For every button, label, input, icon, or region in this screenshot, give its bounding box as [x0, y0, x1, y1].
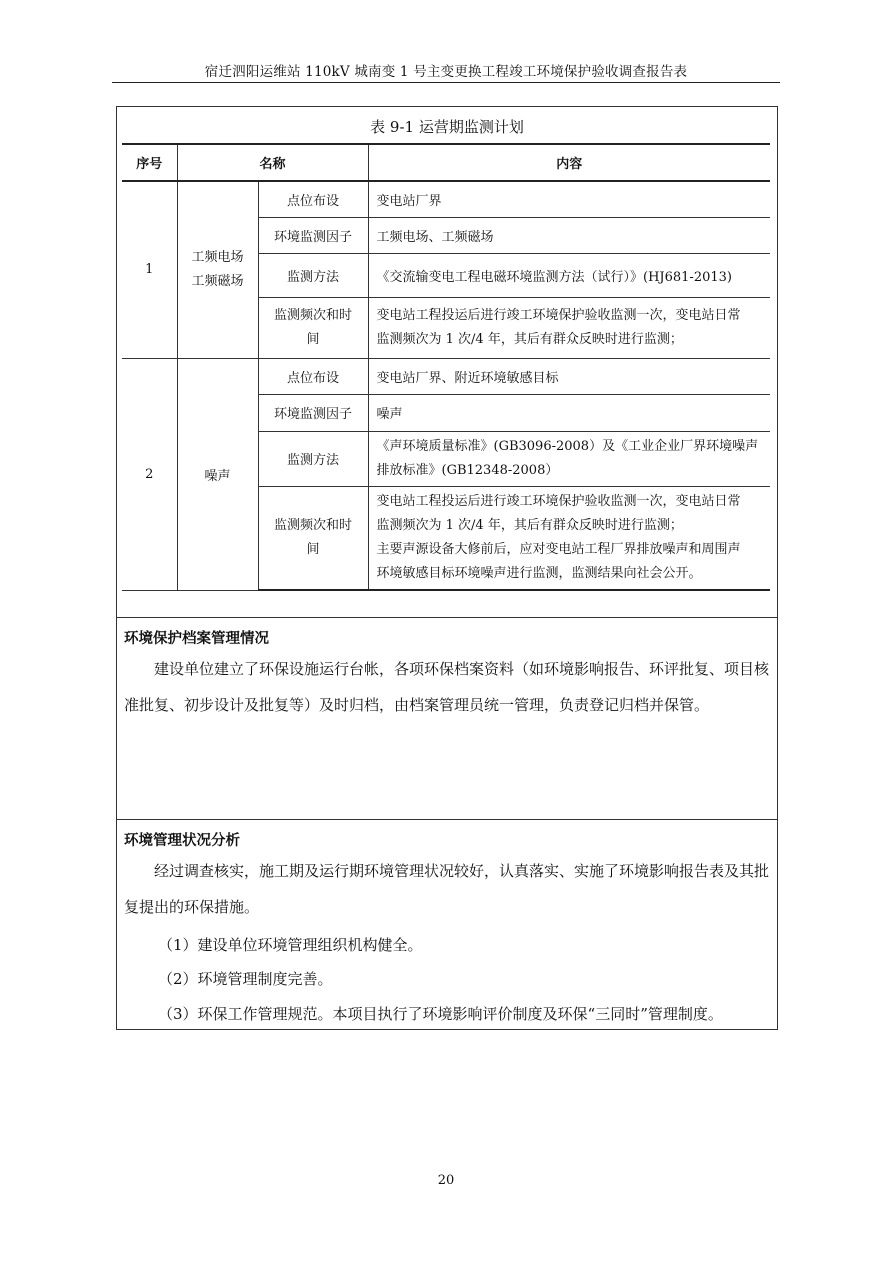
row-content: 变电站厂界、附近环境敏感目标	[368, 358, 770, 394]
row-content-line: 监测频次为 1 次/4 年，其后有群众反映时进行监测；	[376, 517, 683, 533]
page-header: 宿迁泗阳运维站 110kV 城南变 1 号主变更换工程竣工环境保护验收调查报告表	[204, 64, 688, 80]
header-content: 内容	[368, 144, 770, 181]
row-item: 点位布设	[258, 358, 368, 394]
management-paragraph: 经过调查核实，施工期及运行期环境管理状况较好，认真落实、实施了环境影响报告表及其批复提出的环保措施。	[124, 862, 770, 916]
row-item: 监测方法	[258, 431, 368, 486]
row-content	[368, 486, 770, 590]
management-item: （1）建设单位环境管理组织机构健全。	[158, 936, 423, 954]
row-item-line: 监测频次和时	[273, 307, 352, 323]
header-seq: 序号	[122, 144, 177, 181]
archive-section-title: 环境保护档案管理情况	[124, 631, 269, 647]
management-item: （2）环境管理制度完善。	[158, 970, 333, 988]
row-content-line: 环境敏感目标环境噪声进行监测，监测结果向社会公开。	[376, 565, 702, 581]
management-section-title: 环境管理状况分析	[124, 833, 240, 849]
group-seq: 2	[122, 358, 177, 590]
row-content-line: 排放标准》(GB12348-2008）	[376, 462, 559, 478]
row-item-line: 监测频次和时	[273, 517, 352, 533]
row-item: 环境监测因子	[258, 394, 368, 431]
row-content-line: 主要声源设备大修前后，应对变电站工程厂界排放噪声和周围声	[376, 541, 741, 557]
table-header-row	[122, 144, 770, 181]
group-name-line: 噪声	[204, 468, 231, 484]
section-divider	[116, 819, 778, 820]
table-row	[122, 181, 770, 217]
row-content-line: 《声环境质量标准》(GB3096-2008）及《工业企业厂界环境噪声	[376, 438, 759, 454]
row-content: 工频电场、工频磁场	[368, 217, 770, 253]
row-item	[258, 486, 368, 590]
group-name	[177, 358, 258, 590]
row-content-line: 变电站工程投运后进行竣工环境保护验收监测一次，变电站日常	[376, 307, 741, 323]
row-content: 噪声	[368, 394, 770, 431]
row-item-line: 间	[306, 541, 320, 557]
row-content: 变电站厂界	[368, 181, 770, 217]
row-content	[368, 431, 770, 486]
table-row	[122, 358, 770, 394]
group-seq: 1	[122, 181, 177, 358]
row-item: 监测方法	[258, 253, 368, 297]
table-title: 表 9-1 运营期监测计划	[370, 118, 524, 136]
row-item: 点位布设	[258, 181, 368, 217]
group-name	[177, 181, 258, 358]
management-item: （3）环保工作管理规范。本项目执行了环境影响评价制度及环保“三同时”管理制度。	[158, 1005, 723, 1023]
group-name-line: 工频电场	[191, 249, 244, 265]
section-divider	[116, 617, 778, 618]
archive-paragraph: 建设单位建立了环保设施运行台帐，各项环保档案资料（如环境影响报告、环评批复、项目核准批复、初步设计及批复等）及时归档，由档案管理员统一管理，负责登记归档并保管。	[124, 660, 770, 714]
page-number: 20	[437, 1173, 455, 1188]
row-content-line: 变电站工程投运后进行竣工环境保护验收监测一次，变电站日常	[376, 493, 741, 509]
header-name: 名称	[177, 144, 368, 181]
row-content-line: 监测频次为 1 次/4 年，其后有群众反映时进行监测；	[376, 331, 683, 347]
group-name-line: 工频磁场	[191, 273, 244, 289]
header-rule	[112, 82, 780, 83]
row-item-line: 间	[306, 331, 320, 347]
row-content: 《交流输变电工程电磁环境监测方法（试行）》(HJ681-2013)	[368, 253, 770, 297]
row-content	[368, 297, 770, 358]
row-item	[258, 297, 368, 358]
row-item: 环境监测因子	[258, 217, 368, 253]
monitoring-plan-table	[122, 143, 770, 591]
